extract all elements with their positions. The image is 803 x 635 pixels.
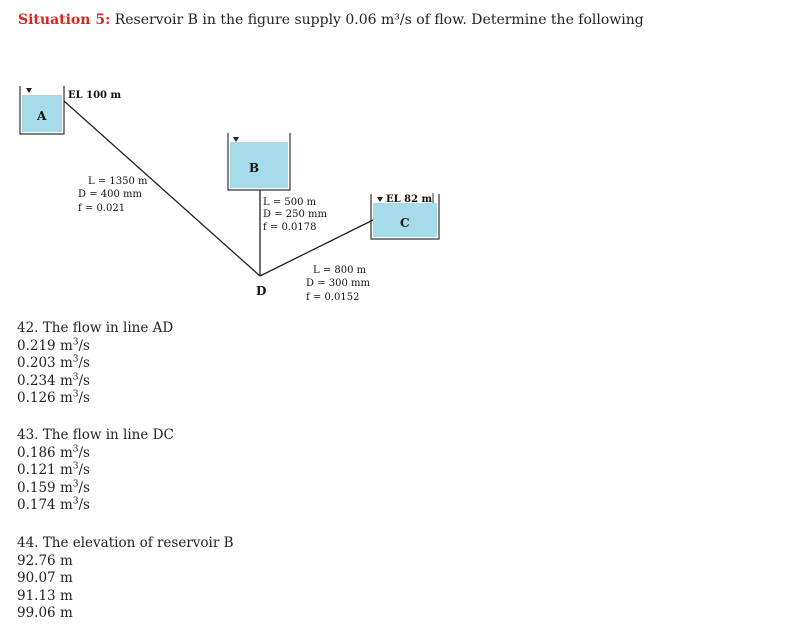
option-value: 0.121 m (17, 462, 73, 478)
reservoir-c (371, 193, 439, 239)
option-value: 0.203 m (17, 355, 73, 371)
question-44 (17, 535, 234, 623)
reservoir-b (228, 133, 290, 190)
pipe-dc-diameter: D = 300 mm (306, 278, 370, 289)
answer-option[interactable] (17, 462, 174, 480)
reservoir-c-elevation: EL 82 m (386, 194, 433, 205)
answer-option[interactable]: 99.06 m (17, 605, 73, 621)
answer-option[interactable] (17, 338, 173, 356)
pipe-dc-length: L = 800 m (313, 265, 367, 276)
unit-tail: /s (78, 390, 90, 406)
unit-exponent: 3 (72, 461, 79, 472)
option-value: 0.219 m (17, 337, 73, 354)
question-42 (17, 320, 173, 408)
answer-option[interactable] (17, 355, 173, 373)
pipe-bd-data (263, 197, 328, 233)
reservoir-b-label: B (249, 161, 260, 175)
unit-exponent: 3 (72, 389, 79, 400)
unit-tail: /s (78, 337, 90, 354)
answer-option[interactable] (17, 497, 174, 515)
pipe-bd-diameter: D = 250 mm (263, 209, 327, 220)
option-value: 0.159 m (17, 479, 73, 496)
answer-option[interactable]: 92.76 m (17, 552, 73, 569)
option-value: 0.126 m (17, 390, 73, 406)
answer-option[interactable]: 90.07 m (17, 570, 73, 586)
reservoir-c-label: C (400, 216, 410, 230)
pipe-bd-friction: f = 0.0178 (263, 222, 317, 233)
unit-exponent: 3 (72, 372, 79, 382)
pipe-dc-data (306, 265, 371, 303)
unit-tail: /s (78, 372, 90, 389)
unit-exponent: 3 (72, 337, 79, 347)
water-level-icon (26, 88, 32, 93)
option-value: 0.174 m (17, 497, 73, 513)
question-43 (17, 427, 174, 515)
unit-tail: /s (78, 479, 90, 496)
unit-exponent: 3 (72, 479, 79, 489)
unit-tail: /s (78, 355, 90, 371)
unit-exponent: 3 (72, 354, 79, 365)
water-level-icon (377, 197, 383, 202)
unit-exponent: 3 (72, 496, 79, 507)
question-title: 43. The flow in line DC (17, 427, 174, 443)
option-value: 0.234 m (17, 372, 73, 389)
pipe-ad-data (78, 176, 148, 214)
situation-text: Reservoir B in the figure supply 0.06 m³/s of flow. Determine the following (114, 12, 644, 28)
pipe-bd-length: L = 500 m (263, 197, 317, 208)
pipe-dc-friction: f = 0.0152 (306, 292, 360, 303)
reservoir-a (20, 86, 121, 134)
answer-option[interactable]: 91.13 m (17, 587, 73, 604)
reservoir-a-elevation: EL 100 m (68, 90, 122, 101)
situation-label: Situation 5: (18, 12, 111, 28)
pipe-ad-friction: f = 0.021 (78, 203, 126, 214)
unit-exponent: 3 (72, 444, 79, 454)
question-title: 44. The elevation of reservoir B (17, 535, 234, 551)
unit-tail: /s (78, 462, 90, 478)
unit-tail: /s (78, 497, 90, 513)
answer-option[interactable] (17, 390, 173, 408)
answer-option[interactable] (17, 480, 174, 498)
answer-option[interactable] (17, 373, 173, 391)
question-title: 42. The flow in line AD (17, 320, 174, 336)
pipe-ad-length: L = 1350 m (88, 176, 148, 187)
water-level-icon (233, 137, 239, 142)
option-value: 0.186 m (17, 444, 73, 461)
reservoir-a-label: A (37, 109, 47, 123)
unit-tail: /s (78, 444, 90, 461)
answer-option[interactable] (17, 445, 174, 463)
junction-d-label: D (256, 284, 267, 298)
pipe-ad-diameter: D = 400 mm (78, 189, 142, 200)
